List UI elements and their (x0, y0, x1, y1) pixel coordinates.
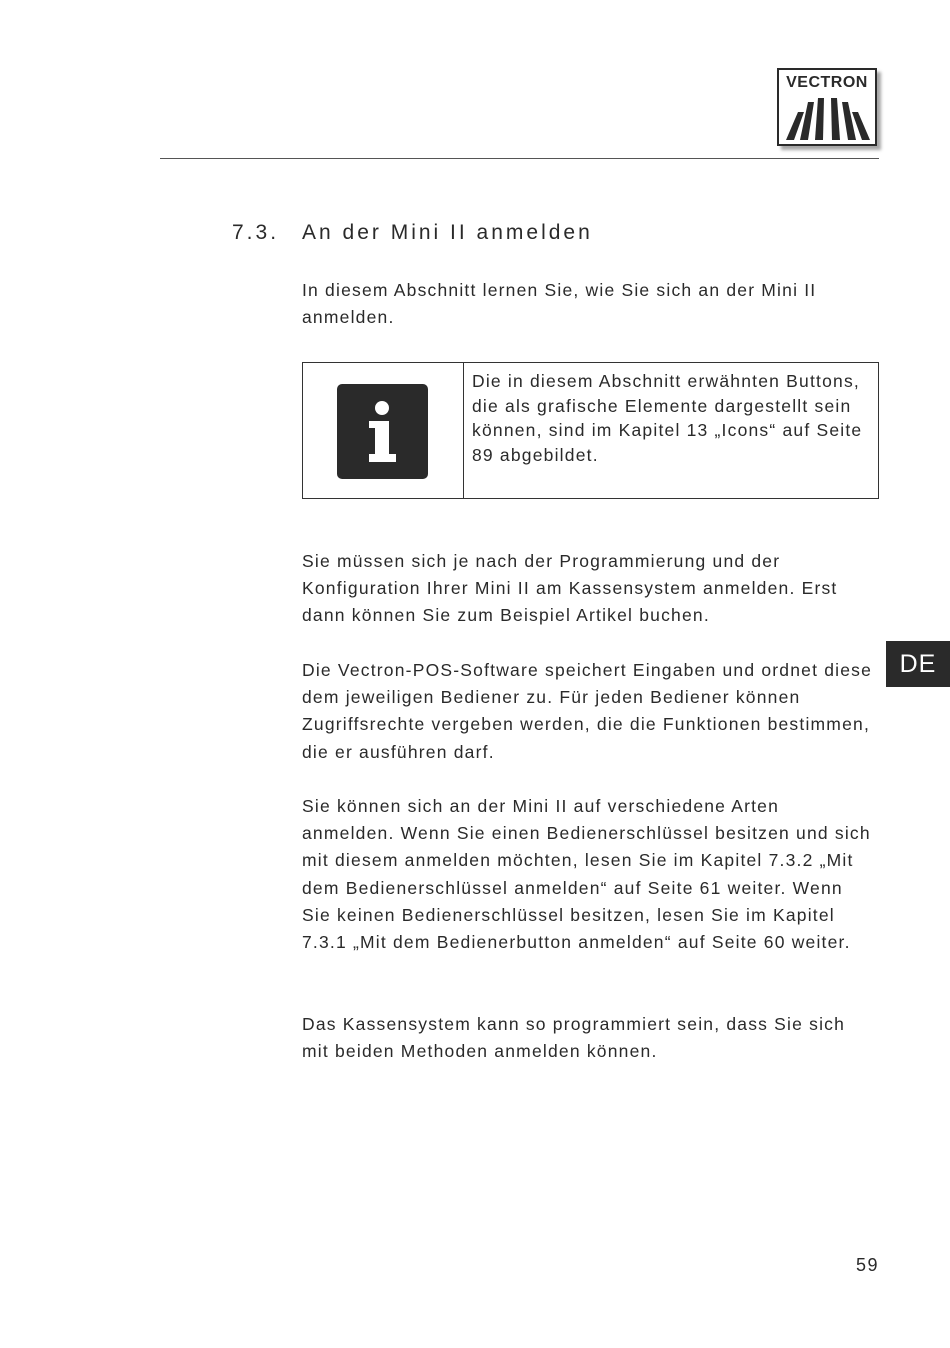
section-number: 7.3. (232, 221, 280, 244)
language-tab: DE (886, 641, 950, 687)
paragraph-4: Das Kassensystem kann so programmiert sein, dass Sie sich mit beiden Methoden anmelden können. (302, 1014, 846, 1062)
intro-paragraph: In diesem Abschnitt lernen Sie, wie Sie sich an der Mini II anmelden. (302, 280, 817, 328)
section-title: An der Mini II anmelden (302, 221, 593, 244)
info-text: Die in diesem Abschnitt erwähnten Buttons, die als grafische Elemente dargestellt sein können, sind im Kapitel 13 „Icons“ auf Seite 89 abgebildet. (472, 371, 863, 465)
info-box (302, 362, 879, 499)
info-icon (337, 384, 428, 479)
paragraph-3: Sie können sich an der Mini II auf verschiedene Arten anmelden. Wenn Sie einen Bedienerschlüssel besitzen und sich mit diesem anmelden möchten, lesen Sie im Kapitel 7.3.2 „Mit dem Bedienerschlüssel anmelden“ auf Seite 61 weiter. Wenn Sie keinen Bedienerschlüssel besitzen, lesen Sie im Kapitel 7.3.1 „Mit dem Bedienerbutton anmelden“ auf Seite 60 weiter. (302, 796, 871, 953)
paragraph-1: Sie müssen sich je nach der Programmierung und der Konfiguration Ihrer Mini II am Kassensystem anmelden. Erst dann können Sie zum Beispiel Artikel buchen. (302, 551, 838, 626)
logo-text: VECTRON (786, 74, 868, 91)
paragraph-2: Die Vectron-POS-Software speichert Eingaben und ordnet diese dem jeweiligen Bediener zu. Für jeden Bediener können Zugriffsrechte vergeben werden, die die Funktionen bestimmen, die er ausführen darf. (302, 660, 873, 762)
info-divider (463, 363, 464, 498)
vectron-bars-icon (784, 96, 872, 142)
header-rule (160, 158, 879, 159)
vectron-logo (777, 68, 877, 146)
page-number: 59 (855, 1255, 879, 1275)
